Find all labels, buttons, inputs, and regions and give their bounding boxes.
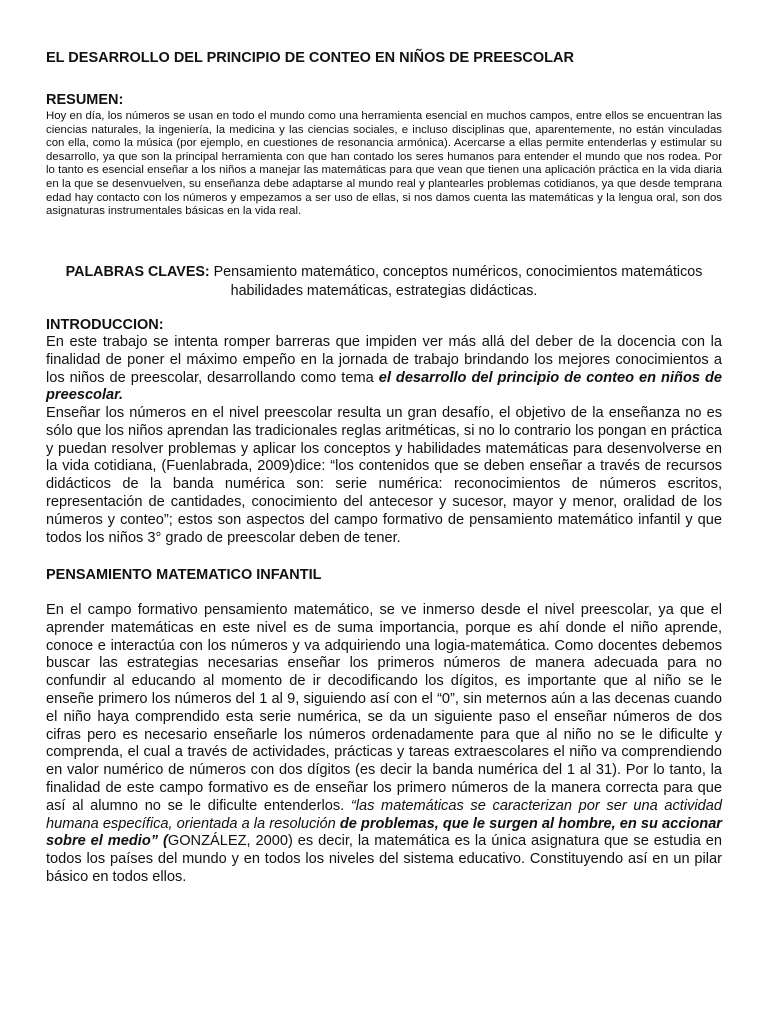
pensamiento-quote-part-1: “las matemáticas se caracterizan por ser una actividad humana específica, orientada a la resolución — [46, 797, 722, 832]
pensamiento-quote-part-2: de problemas, que le surgen al hombre, en su accionar sobre el medio” ( — [46, 815, 722, 850]
pensamiento-heading: PENSAMIENTO MATEMATICO INFANTIL — [46, 567, 322, 583]
pensamiento-text: En el campo formativo pensamiento matemático, se ve inmerso desde el nivel preescolar, ya que el aprender matemáticas en este nivel es de suma importancia, porque es ahí donde el niño aprende, conoce e interactúa con los números y va adquiriendo una logia-matemática. Como docentes debemos buscar las estrategias necesarias enseñar los primeros números de manera adecuada para no confundir al educando al momento de ir decodificando los dígitos, es importante que al niño se le enseñe primero los números del 1 al 9, siguiendo así con el “0”, sin meternos aún a las decenas cuando el niño haya comprendido esta serie numérica, se da un siguiente paso el enseñar números de dos cifras pero es necesario enseñarle los números ordenadamente para que al niño no se le dificulte y comprenda, el cual a través de actividades, prácticas y tareas extraescolares el niño va comprendiendo en valor numérico de números con dos dígitos (es decir la banda numérica del 1 al 31). Por lo tanto, la finalidad de este campo formativo es de enseñar los primero números de la manera correcta para que así al alumno no se le dificulte entenderlos. — [46, 602, 722, 814]
introduccion-paragraph-2: Enseñar los números en el nivel preescolar resulta un gran desafío, el objetivo de la enseñanza no es sólo que los niños aprendan las tradicionales reglas aritméticas, si no lo contrario los pongan en práctica y puedan resolver problemas y aplicar los conceptos y habilidades matemáticas para desenvolverse en la vida cotidiana, (Fuenlabrada, 2009)dice: “los contenidos que se deben enseñar a través de recursos didácticos de la banda numérica son: serie numérica: reconocimientos de números escritos, representación de cantidades, conocimiento del antecesor y sucesor, mayor y menor, oralidad de los números y conteo”; estos son aspectos del campo formativo de pensamiento matemático infantil y que todos los niños 3° grado de preescolar deben de tener. — [46, 405, 722, 546]
keywords-label: PALABRAS CLAVES: — [65, 264, 210, 280]
pensamiento-paragraph — [46, 602, 722, 887]
resumen-heading: RESUMEN: — [46, 92, 124, 108]
keywords-text: Pensamiento matemático, conceptos numéricos, conocimientos matemáticos habilidades matemáticas, estrategias didácticas. — [209, 264, 703, 299]
resumen-text: Hoy en día, los números se usan en todo el mundo como una herramienta esencial en muchos campos, entre ellos se encuentran las ciencias naturales, la ingeniería, la medicina y las ciencias sociales, e incluso disciplinas que, aparentemente, no están vinculadas con ella, como la música (por ejemplo, en cuestiones de resonancia armónica). Acercarse a ellas permite entenderlas y estimular su desarrollo, ya que son la principal herramienta con que han contado los seres humanos para entender el mundo que nos rodea. Por lo tanto es esencial enseñar a los niños a manejar las matemáticas para que vean que tienen una aplicación práctica en la vida diaria en la que se desenvuelven, su enseñanza debe adaptarse al mundo real y plantearles problemas cotidianos, ya que desde temprana edad hay contacto con los números y empezamos a ser uso de ellas, si nos damos cuenta las matemáticas y la lengua oral, son dos asignaturas instrumentales básicas en la vida real. — [46, 110, 722, 218]
introduccion-p1-text: En este trabajo se intenta romper barreras que impiden ver más allá del deber de la docencia con la finalidad de poner el máximo empeño en la jornada de trabajo brindando los mejores conocimientos a los niños de preescolar, desarrollando como tema — [46, 334, 722, 386]
introduccion-paragraph-1 — [46, 334, 722, 405]
introduccion-heading: INTRODUCCION: — [46, 317, 164, 333]
pensamiento-citation: GONZÁLEZ, 2000) es decir, la matemática es la única asignatura que se estudia en todos los países del mundo y en todos los niveles del sistema educativo. Constituyendo así en un pilar básico en todos ellos. — [46, 833, 722, 885]
introduccion-topic-emphasis: el desarrollo del principio de conteo en niños de preescolar. — [46, 369, 723, 404]
keywords-block — [46, 263, 722, 301]
document-title: EL DESARROLLO DEL PRINCIPIO DE CONTEO EN NIÑOS DE PREESCOLAR — [46, 50, 574, 66]
